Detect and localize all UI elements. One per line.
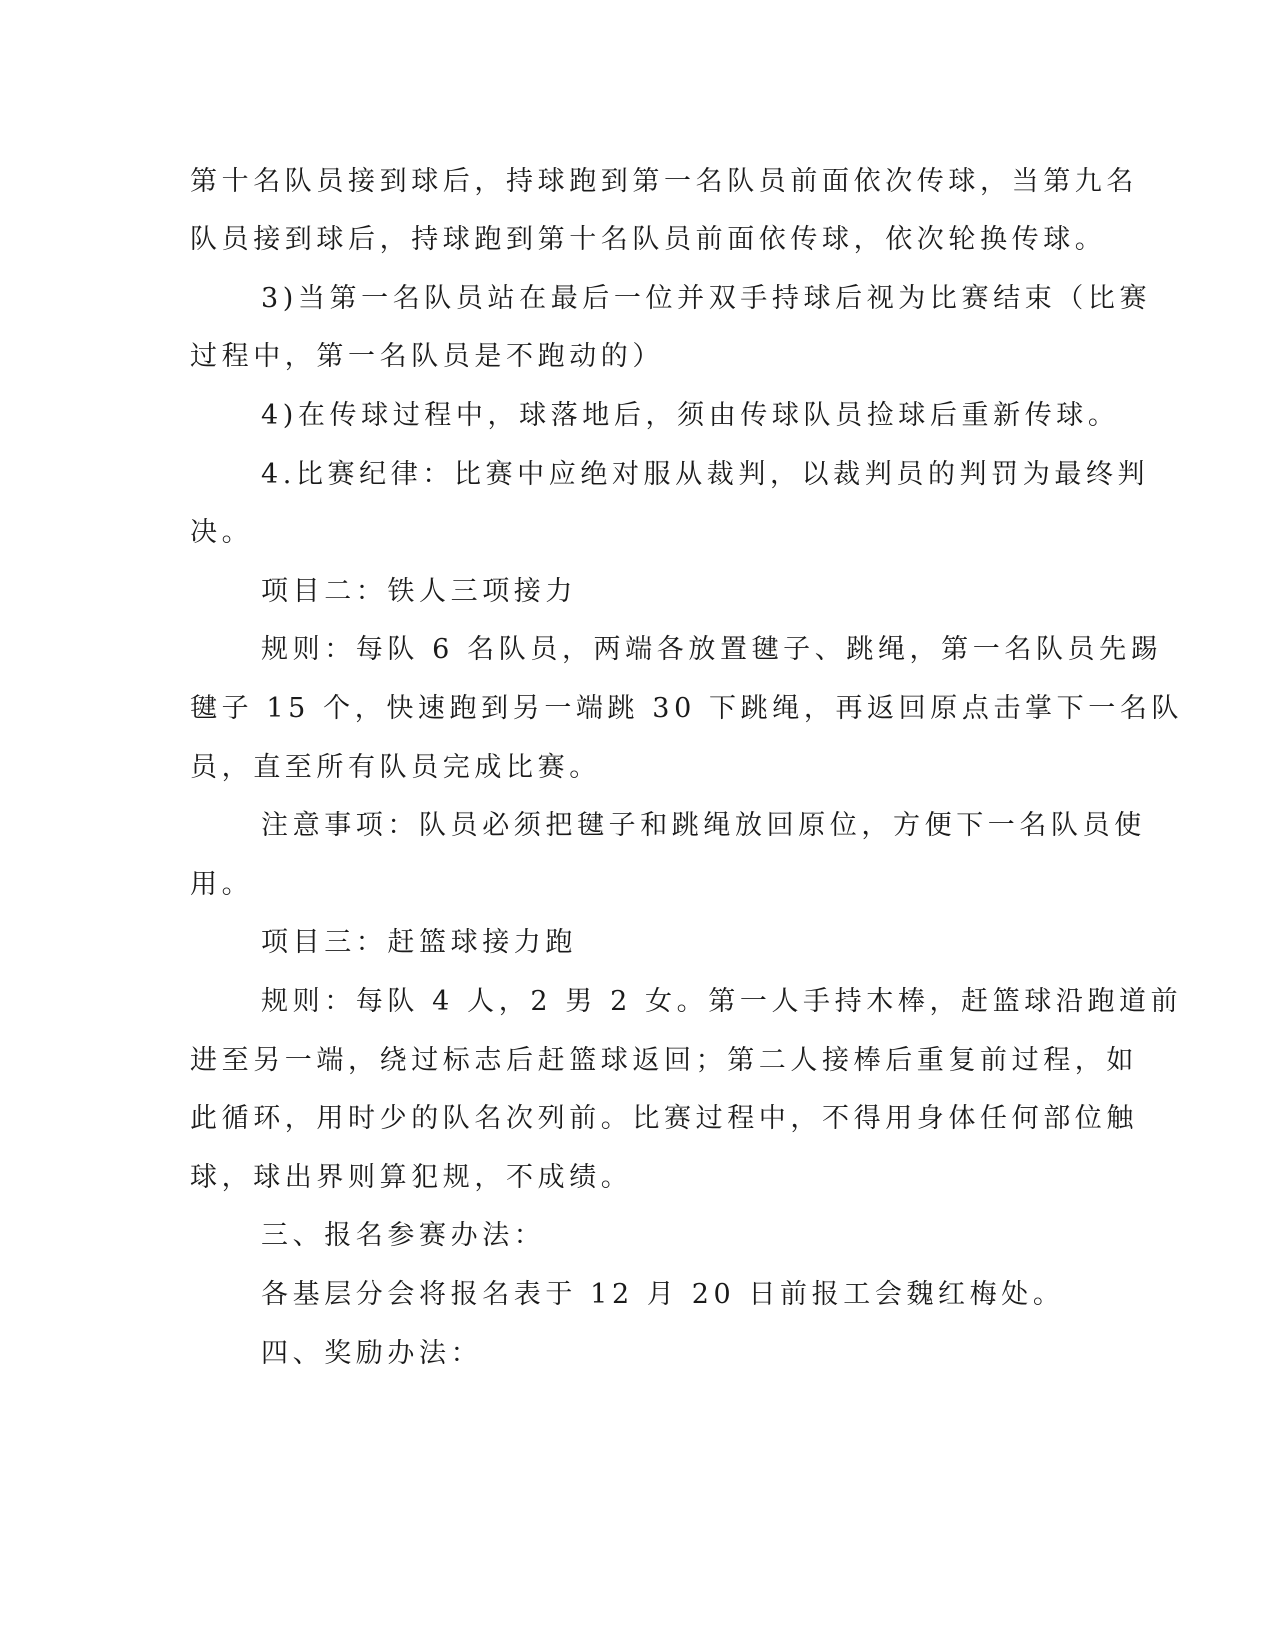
section-heading: 三、报名参赛办法： [261, 1220, 546, 1251]
paragraph-line: 决。 [190, 517, 254, 548]
paragraph-line: 过程中，第一名队员是不跑动的） [190, 341, 664, 372]
paragraph-line: 队员接到球后，持球跑到第十名队员前面依传球，依次轮换传球。 [190, 224, 1107, 255]
paragraph-line: 4)在传球过程中，球落地后，须由传球队员捡球后重新传球。 [261, 400, 1120, 431]
section-heading: 四、奖励办法： [261, 1338, 483, 1369]
paragraph-line: 3)当第一名队员站在最后一位并双手持球后视为比赛结束（比赛 [261, 283, 1152, 314]
paragraph-line: 用。 [190, 869, 254, 900]
paragraph-line: 此循环，用时少的队名次列前。比赛过程中，不得用身体任何部位触 [190, 1103, 1138, 1134]
paragraph-line: 第十名队员接到球后，持球跑到第一名队员前面依次传球，当第九名 [190, 166, 1138, 197]
paragraph-line: 进至另一端，绕过标志后赶篮球返回；第二人接棒后重复前过程，如 [190, 1045, 1138, 1076]
section-heading: 项目三：赶篮球接力跑 [261, 927, 577, 958]
paragraph-line: 规则：每队 6 名队员，两端各放置毽子、跳绳，第一名队员先踢 [261, 634, 1163, 665]
paragraph-line: 员，直至所有队员完成比赛。 [190, 752, 601, 783]
paragraph-line: 4.比赛纪律：比赛中应绝对服从裁判，以裁判员的判罚为最终判 [261, 459, 1150, 490]
paragraph-line: 球，球出界则算犯规，不成绩。 [190, 1162, 633, 1193]
paragraph-line: 各基层分会将报名表于 12 月 20 日前报工会魏红梅处。 [261, 1279, 1065, 1310]
paragraph-line: 规则：每队 4 人，2 男 2 女。第一人手持木棒，赶篮球沿跑道前 [261, 986, 1183, 1017]
paragraph-line: 注意事项：队员必须把毽子和跳绳放回原位，方便下一名队员使 [261, 810, 1146, 841]
paragraph-line: 毽子 15 个，快速跑到另一端跳 30 下跳绳，再返回原点击掌下一名队 [190, 693, 1184, 724]
section-heading: 项目二：铁人三项接力 [261, 576, 577, 607]
